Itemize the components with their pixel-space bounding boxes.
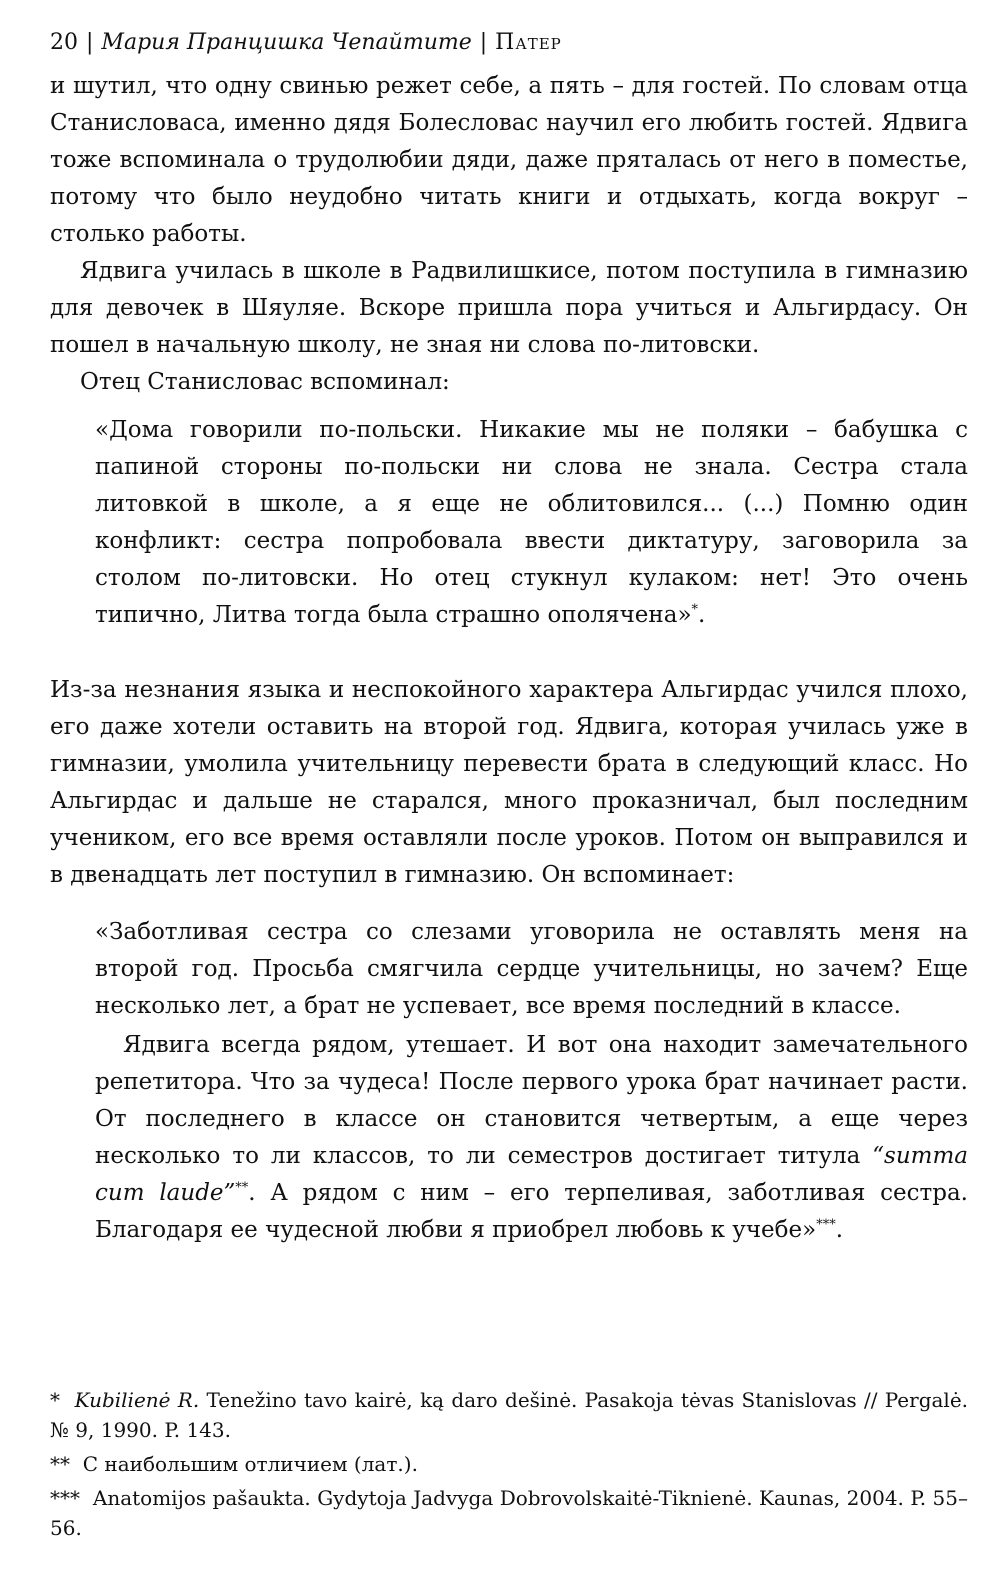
header-title: Патер [495, 30, 562, 55]
page [50, 28, 968, 1249]
running-head [50, 28, 968, 68]
quote-2-text-start: Ядвига всегда рядом, утешает. И вот она находит замечательного репетитора. Что за чудеса! После первого урока брат начинает расти. От последнего в классе он становится четвертым, а еще через несколько то ли классов, то ли семестров достигает титула [95, 1032, 968, 1169]
paragraph-4: Из-за незнания языка и неспокойного характера Альгирдас учился плохо, его даже хотели оставить на второй год. Ядвига, которая училась уже в гимназии, умолила учительницу перевести брата в следующий класс. Но Альгирдас и дальше не старался, много проказничал, был последним учеником, его все время оставляли после уроков. Потом он выправился и в двенадцать лет поступил в гимназию. Он вспоминает: [50, 677, 968, 888]
footnote-ref-2: ** [235, 1180, 249, 1196]
footnote-1-text: Tenežino tavo kairė, ką daro dešinė. Pasakoja tėvas Stanislovas // Pergalė. № 9, 1990. P. 143. [50, 1388, 969, 1442]
quote-2-part-1: «Заботливая сестра со слезами уговорила не оставлять меня на второй год. Просьба смягчила сердце учительницы, но зачем? Еще несколько лет, а брат не успевает, все время последний в классе. [95, 919, 968, 1019]
header-author: Мария Пранцишка Чепайтите [101, 30, 472, 55]
quote-1 [95, 412, 968, 634]
footnote-1 [50, 1385, 968, 1445]
quote-2-final-period: . [835, 1217, 843, 1243]
footnote-3-mark: *** [50, 1486, 80, 1510]
footnote-1-author: Kubilienė R. [74, 1388, 200, 1412]
header-separator: | [86, 30, 94, 55]
footnote-2-mark: ** [50, 1452, 70, 1476]
footnote-1-mark: * [50, 1388, 60, 1412]
footnote-3 [50, 1483, 968, 1543]
footnote-ref-1: * [691, 602, 699, 618]
paragraph-2: Ядвига училась в школе в Радвилишкисе, потом поступила в гимназию для девочек в Шяуляе. Вскоре пришла пора учиться и Альгирдасу. Он пошел в начальную школу, не зная ни слова по-литовски. [50, 258, 968, 358]
body-text [50, 68, 968, 401]
paragraph-3: Отец Станисловас вспоминал: [80, 369, 450, 395]
footnote-2-text: С наибольшим отличием (лат.). [82, 1452, 418, 1476]
quote-2-text-end: . А рядом с ним – его терпеливая, заботливая сестра. Благодаря ее чудесной любви я приобрел любовь к учебе» [95, 1180, 968, 1243]
header-separator: | [479, 30, 488, 55]
quote-2 [95, 914, 968, 1249]
quote-1-text: «Дома говорили по-польски. Никакие мы не поляки – бабушка с папиной стороны по-польски ни слова не знала. Сестра стала литовкой в школе, а я еще не облитовился... (...) Помню один конфликт: сестра попробовала ввести диктатуру, заговорила за столом по-литовски. Но отец стукнул кулаком: нет! Это очень типично, Литва тогда была страшно ополячена»*. [95, 417, 968, 628]
page-number: 20 [50, 30, 78, 55]
latin-phrase: “summa cum laude” [95, 1143, 968, 1206]
footnote-ref-3: *** [816, 1217, 836, 1233]
body-text-2 [50, 672, 968, 894]
paragraph-1: и шутил, что одну свинью режет себе, а пять – для гостей. По словам отца Станисловаса, именно дядя Болесловас научил его любить гостей. Ядвига тоже вспоминала о трудолюбии дяди, даже пряталась от него в поместье, потому что было неудобно читать книги и отдыхать, когда вокруг – столько работы. [50, 73, 968, 247]
quote-2-part-2 [95, 1027, 968, 1249]
footnotes [50, 1385, 968, 1547]
footnote-2 [50, 1449, 968, 1479]
footnote-3-text: Anatomijos pašaukta. Gydytoja Jadvyga Dobrovolskaitė-Tiknienė. Kaunas, 2004. P. 55–56. [50, 1486, 969, 1540]
quote-1-body: «Дома говорили по-польски. Никакие мы не поляки – бабушка с папиной стороны по-польски ни слова не знала. Сестра стала литовкой в школе, а я еще не облитовился... (...) Помню один конфликт: сестра попробовала ввести диктатуру, заговорила за столом по-литовски. Но отец стукнул кулаком: нет! Это очень типично, Литва тогда была страшно ополячена» [95, 417, 968, 628]
